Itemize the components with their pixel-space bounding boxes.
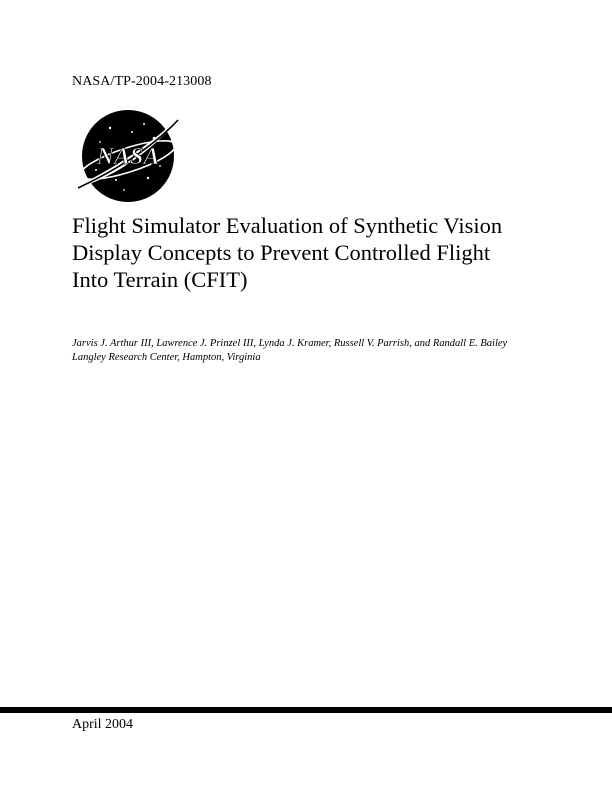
authors-block <box>72 337 552 364</box>
author-names: Jarvis J. Arthur III, Lawrence J. Prinzel III, Lynda J. Kramer, Russell V. Parrish, and Randall E. Bailey <box>72 338 508 349</box>
title-line-2: Display Concepts to Prevent Controlled Flight <box>72 240 491 265</box>
logo-text: NASA <box>96 144 160 170</box>
footer-rule <box>0 707 612 713</box>
author-affiliation: Langley Research Center, Hampton, Virginia <box>72 351 261 363</box>
title-line-3: Into Terrain (CFIT) <box>72 267 248 292</box>
report-number: NASA/TP-2004-213008 <box>72 74 212 89</box>
nasa-meatball-icon <box>70 108 186 204</box>
title-line-1: Flight Simulator Evaluation of Synthetic Vision <box>72 213 503 238</box>
publication-date: April 2004 <box>72 717 134 732</box>
page-title <box>72 212 572 293</box>
